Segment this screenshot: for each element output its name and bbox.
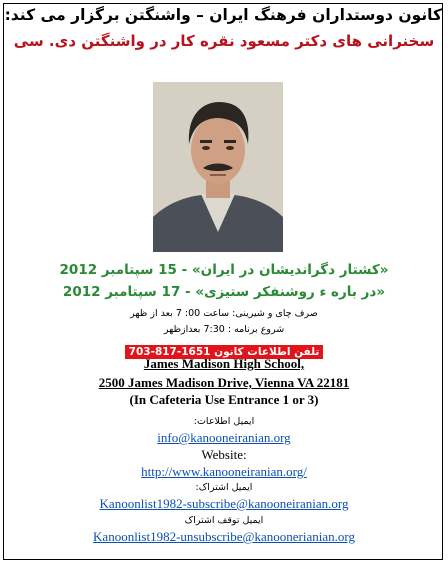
phone-label: تلفن اطلاعات کانون [214,346,320,358]
subscribe-email-link[interactable]: Kanoonlist1982-subscribe@kanooneiranian.org [99,496,349,511]
unsubscribe-label: ایمیل توقف اشتراک [184,515,264,526]
speaker-portrait-illustration [153,82,283,252]
venue-address: 2500 James Madison Drive, Vienna VA 22181 [98,375,350,390]
venue-note: (In Cafeteria Use Entrance 1 or 3) [129,392,319,407]
website-label: Website: [201,447,247,462]
venue-name: James Madison High School, [143,356,305,371]
phone-number: 703-817-1651 [128,346,211,358]
website-link[interactable]: http://www.kanooneiranian.org/ [141,464,307,479]
subscribe-label: ایمیل اشتراک: [195,482,253,493]
unsubscribe-email-link[interactable]: Kanoonlist1982-unsubscribe@kanoonerianian.org [93,529,355,544]
dinner-time: صرف چای و شیرینی: ساعت 00: 7 بعد از ظهر [130,308,318,319]
flyer-title: کانون دوستداران فرهنگ ایران – واشنگتن برگزار می کند: [4,6,442,24]
lecture-2: «در باره ء روشنفکر ستیزی» - 17 سپتامبر 2012 [62,284,386,300]
lecture-1: «کشتار دگراندیشان در ایران» - 15 سپتامبر 2012 [59,262,389,278]
program-start-time: شروع برنامه : 7:30 بعدازظهر [163,324,285,335]
speaker-photo [153,82,283,252]
email-label: ایمیل اطلاعات: [193,416,255,427]
flyer-subtitle: سخنرانی های دکتر مسعود نقره کار در واشنگتن دی. سی [13,32,435,50]
email-link[interactable]: info@kanooneiranian.org [157,430,291,445]
